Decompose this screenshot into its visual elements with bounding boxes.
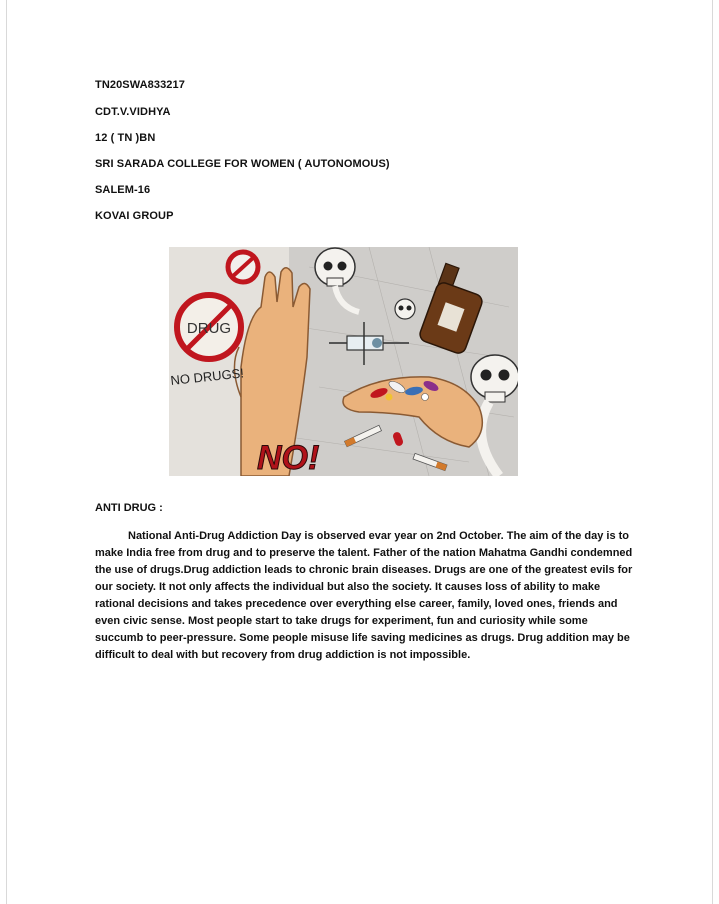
cadet-name: CDT.V.VIDHYA — [95, 106, 171, 118]
body-paragraph: National Anti-Drug Addiction Day is observed evar year on 2nd October. The aim of the day is to make India free from drug and to preserve the talent. Father of the nation Mahatma Gandhi condemned the use of drugs.Drug addiction leads to chronic brain diseases. Drugs are one of the greatest evils for our society. It not only affects the individual but also the society. It causes loss of ability to make rational decisions and takes precedence over everything else career, family, loved ones, friends and even civic sense. Most people start to take drugs for experiment, fun and curiosity while some succumb to peer-pressure. Some people misuse life saving medicines as drugs. Drug addition may be difficult to deal with but recovery from drug addiction is not impossible. — [95, 530, 633, 661]
no-smoking-sign-icon — [228, 252, 258, 282]
section-title: ANTI DRUG : — [95, 502, 163, 514]
city: SALEM-16 — [95, 184, 151, 196]
group-name: KOVAI GROUP — [95, 210, 174, 222]
no-drug-sign-icon — [177, 295, 241, 359]
anti-drug-artwork — [169, 247, 518, 476]
battalion: 12 ( TN )BN — [95, 132, 156, 144]
college-name: SRI SARADA COLLEGE FOR WOMEN ( AUTONOMOUS) — [95, 158, 390, 170]
small-skull-icon — [395, 299, 415, 319]
registration-number: TN20SWA833217 — [95, 79, 185, 91]
no-stamp-text: NO! — [257, 439, 320, 476]
document-page — [6, 0, 713, 904]
drug-sign-text: DRUG — [186, 320, 232, 337]
no-drugs-caption: NO DRUGS! — [169, 365, 245, 388]
